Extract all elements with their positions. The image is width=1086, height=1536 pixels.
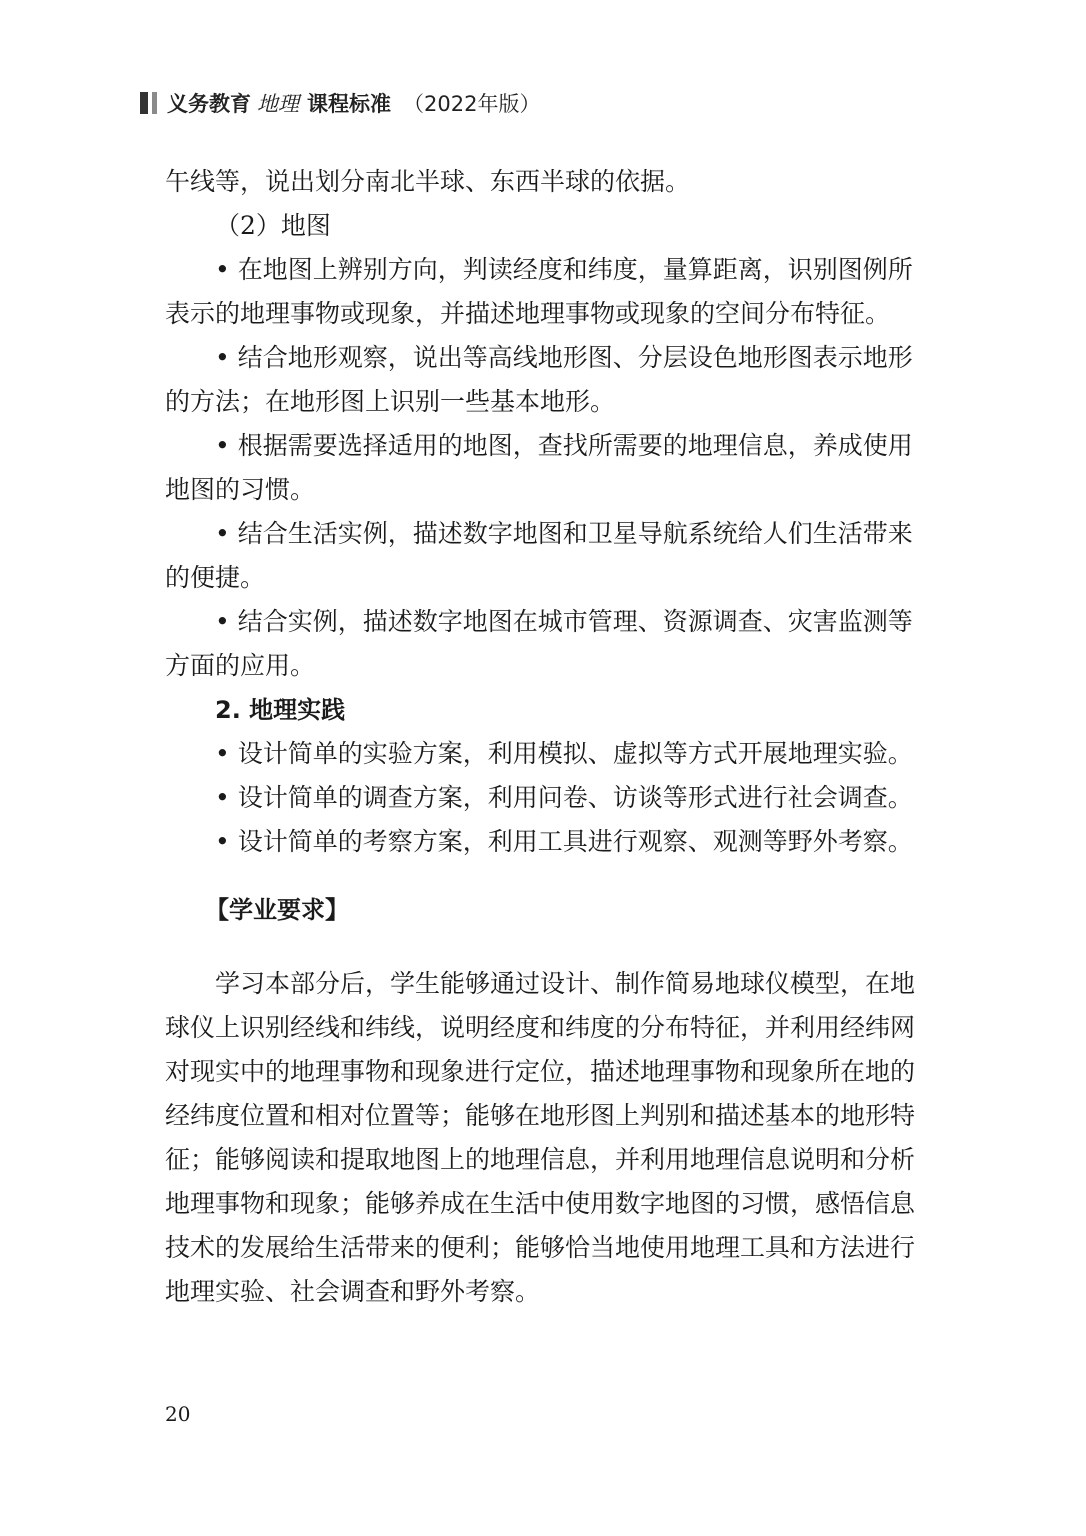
header-title: 课程标准 [307,92,391,116]
map-bullet-4: • 结合生活实例，描述数字地图和卫星导航系统给人们生活带来的便捷。 [165,519,913,592]
header-bar-marks [140,92,157,114]
map-bullet-1: • 在地图上辨别方向，判读经度和纬度，量算距离，识别图例所表示的地理事物或现象，并描述地理事物或现象的空间分布特征。 [165,255,913,328]
practice-bullet-1: • 设计简单的实验方案，利用模拟、虚拟等方式开展地理实验。 [215,739,913,768]
map-bullet-2: • 结合地形观察，说出等高线地形图、分层设色地形图表示地形的方法；在地形图上识别一些基本地形。 [165,343,913,416]
page-body [165,160,925,1314]
header-edition: （2022年版） [403,92,541,116]
map-bullet-3: • 根据需要选择适用的地图，查找所需要的地理信息，养成使用地图的习惯。 [165,431,913,504]
continuation-paragraph: 午线等，说出划分南北半球、东西半球的依据。 [165,167,691,196]
requirements-title: 【学业要求】 [205,896,349,924]
map-bullet-5: • 结合实例，描述数字地图在城市管理、资源调查、灾害监测等方面的应用。 [165,607,913,680]
practice-bullet-3: • 设计简单的考察方案，利用工具进行观察、观测等野外考察。 [215,827,913,856]
header-subject: 地理 [257,92,299,116]
running-header [140,88,540,118]
requirements-paragraph: 学习本部分后，学生能够通过设计、制作简易地球仪模型，在地球仪上识别经线和纬线，说明经度和纬度的分布特征，并利用经纬网对现实中的地理事物和现象进行定位，描述地理事物和现象所在地的经纬度位置和相对位置等；能够在地形图上判别和描述基本的地形特征；能够阅读和提取地图上的地理信息，并利用地理信息说明和分析地理事物和现象；能够养成在生活中使用数字地图的习惯，感悟信息技术的发展给生活带来的便利；能够恰当地使用地理工具和方法进行地理实验、社会调查和野外考察。 [165,969,916,1306]
header-bar-dark [140,92,148,114]
header-prefix: 义务教育 [167,92,251,116]
practice-bullet-2: • 设计简单的调查方案，利用问卷、访谈等形式进行社会调查。 [215,783,913,812]
section-title-practice: 2. 地理实践 [215,696,346,724]
header-bar-light [152,92,157,114]
subsection-title-map: （2）地图 [215,211,331,240]
page-number: 20 [165,1402,191,1426]
